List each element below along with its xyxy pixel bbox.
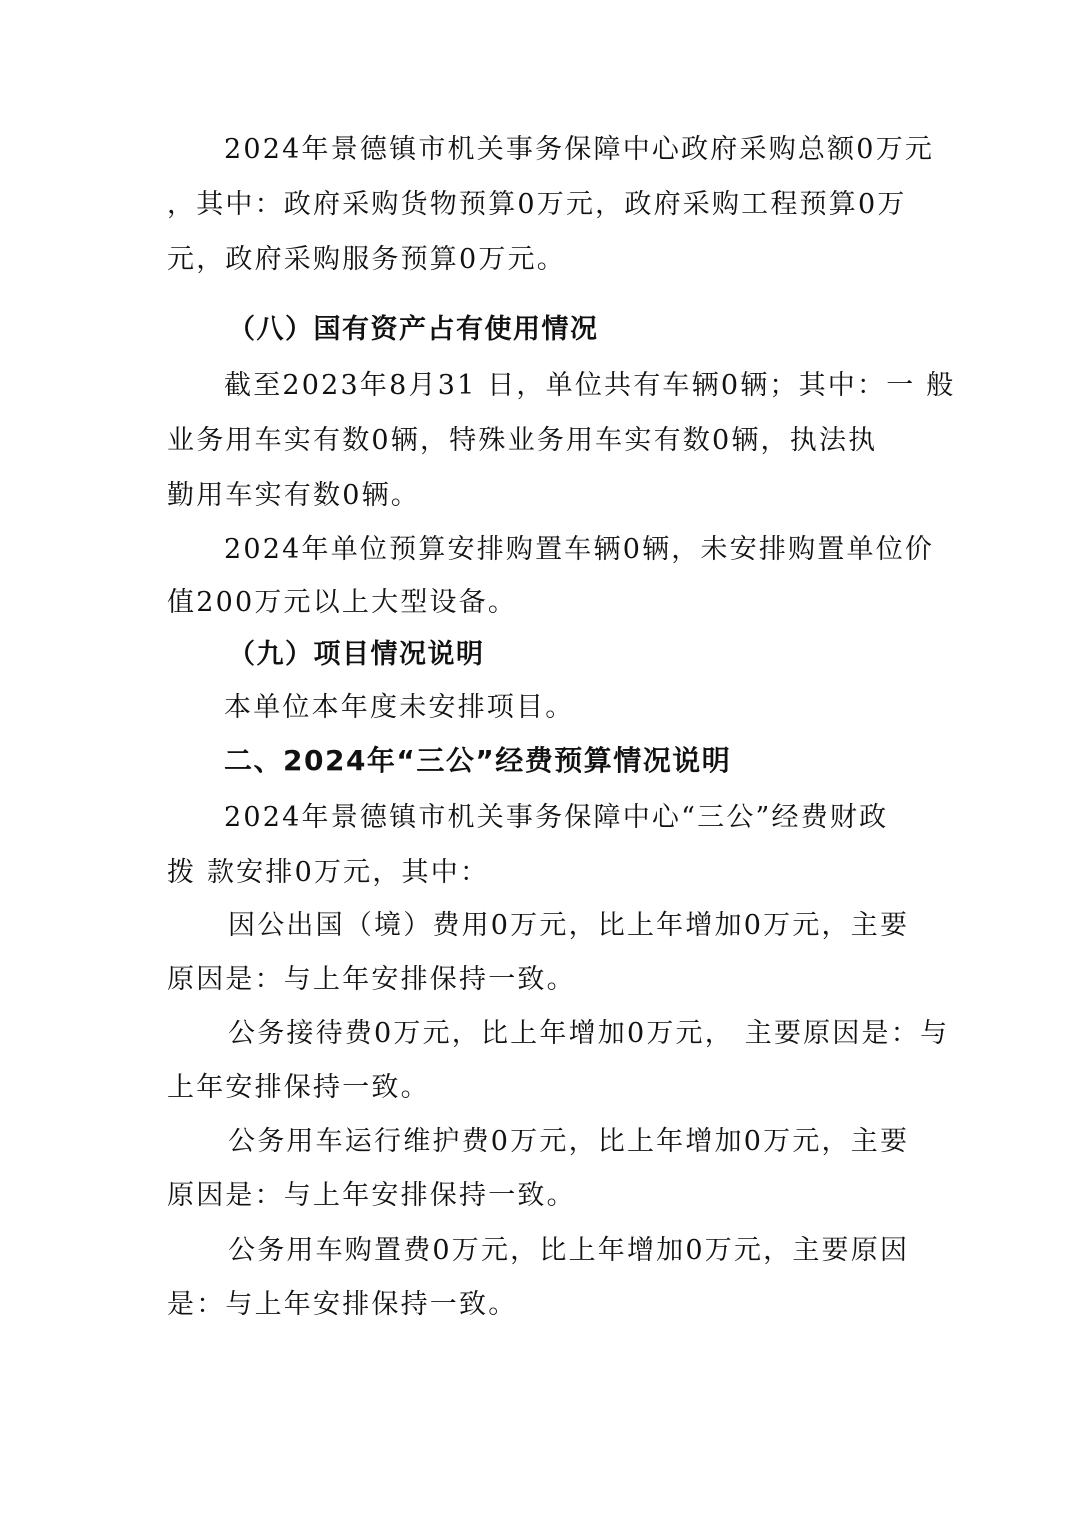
section-heading-projects: （九）项目情况说明: [228, 639, 485, 670]
vehicles-paragraph-line-2: 业务用车实有数0辆，特殊业务用车实有数0辆，执法执: [167, 425, 878, 456]
vehicles-paragraph-line-3: 勤用车实有数0辆。: [167, 480, 420, 511]
reception-paragraph-line-1: 公务接待费0万元，比上年增加0万元， 主要原因是：与: [228, 1018, 950, 1049]
vehicles-paragraph-line-1: 截至2023年8月31 日，单位共有车辆0辆；其中：一 般: [224, 370, 956, 401]
reception-paragraph-line-2: 上年安排保持一致。: [167, 1072, 430, 1103]
overseas-paragraph-line-1: 因公出国（境）费用0万元，比上年增加0万元，主要: [228, 910, 910, 941]
purchase-paragraph-line-1: 2024年单位预算安排购置车辆0辆，未安排购置单位价: [224, 534, 935, 565]
vehicle-maintenance-paragraph-line-1: 公务用车运行维护费0万元，比上年增加0万元，主要: [228, 1126, 910, 1157]
section-heading-assets: （八）国有资产占有使用情况: [228, 314, 599, 345]
purchase-paragraph-line-2: 值200万元以上大型设备。: [167, 587, 518, 618]
procurement-paragraph-line-2: ，其中：政府采购货物预算0万元，政府采购工程预算0万: [167, 189, 907, 220]
vehicle-maintenance-paragraph-line-2: 原因是：与上年安排保持一致。: [167, 1180, 576, 1211]
overseas-paragraph-line-2: 原因是：与上年安排保持一致。: [167, 964, 576, 995]
projects-paragraph: 本单位本年度未安排项目。: [224, 692, 575, 723]
three-public-paragraph-line-2: 拨 款安排0万元，其中：: [167, 857, 490, 888]
procurement-paragraph-line-3: 元，政府采购服务预算0万元。: [167, 244, 566, 275]
vehicle-purchase-paragraph-line-2: 是：与上年安排保持一致。: [167, 1289, 518, 1320]
three-public-paragraph-line-1: 2024年景德镇市机关事务保障中心“三公”经费财政: [224, 802, 889, 833]
procurement-paragraph-line-1: 2024年景德镇市机关事务保障中心政府采购总额0万元: [224, 134, 935, 165]
vehicle-purchase-paragraph-line-1: 公务用车购置费0万元，比上年增加0万元，主要原因: [228, 1235, 910, 1266]
section-heading-three-public: 二、2024年“三公”经费预算情况说明: [224, 744, 732, 777]
